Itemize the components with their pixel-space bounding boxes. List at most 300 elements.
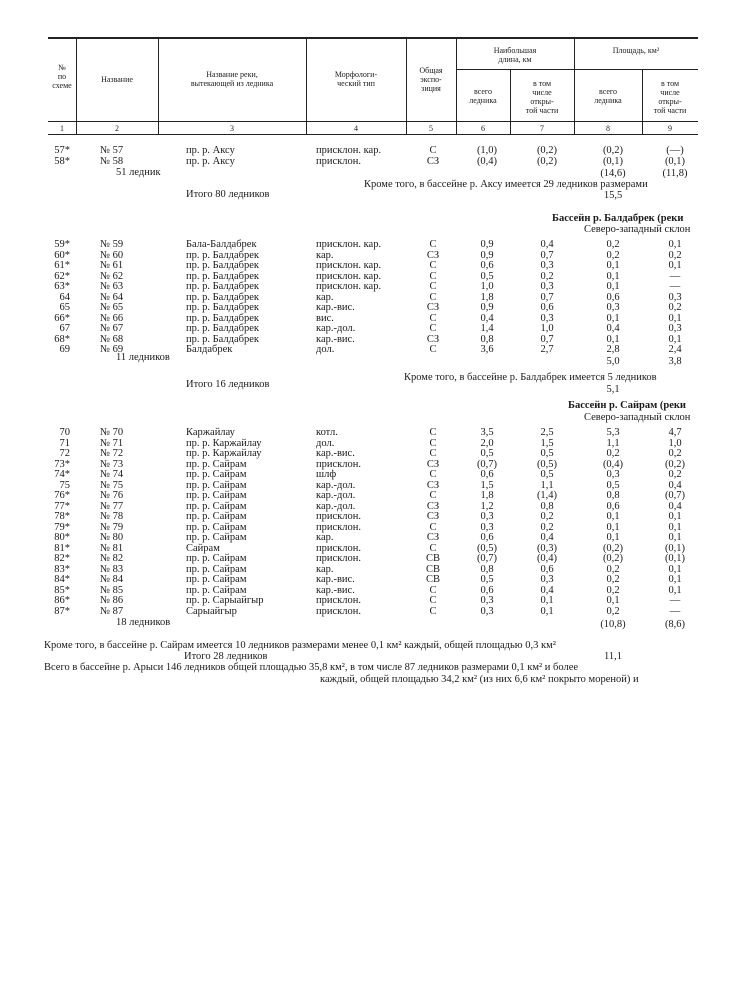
basin-note: Кроме того, в бассейне р. Аксу имеется 29 ледников размерами — [364, 179, 648, 190]
area-open: — — [669, 281, 681, 292]
glacier-name: № 80 — [100, 532, 124, 543]
morph-type: присклон. кар. — [316, 281, 382, 292]
length-total: 3,6 — [480, 344, 494, 355]
exposure: С — [429, 542, 437, 554]
area-total: 0,6 — [606, 500, 620, 512]
exposure: С — [429, 270, 437, 282]
length-open: (0,2) — [536, 155, 558, 167]
exposure: С — [429, 490, 437, 501]
glacier-name: № 77 — [100, 500, 124, 512]
area-open: 0,2 — [668, 448, 682, 459]
count-open-area: (8,6) — [664, 619, 686, 630]
length-open: 0,7 — [540, 291, 554, 303]
table-row — [0, 554, 745, 564]
table-row — [0, 502, 745, 512]
area-open: — — [669, 605, 681, 617]
scheme-number: 72 — [59, 448, 70, 459]
scheme-number: 80* — [54, 532, 70, 543]
scheme-number: 84* — [54, 574, 70, 585]
area-total: 0,1 — [606, 260, 620, 271]
col-number: 5 — [429, 124, 433, 133]
glacier-name: № 72 — [100, 448, 124, 459]
col-number: 8 — [606, 124, 610, 133]
morph-type: котл. — [316, 427, 338, 438]
length-open: 0,6 — [540, 302, 554, 313]
morph-type: кар. — [316, 532, 334, 543]
area-open: 0,1 — [668, 521, 682, 533]
glacier-name: № 67 — [100, 323, 124, 334]
col-divider — [76, 37, 77, 134]
length-total: 1,2 — [480, 500, 494, 512]
area-open: 1,0 — [668, 437, 682, 449]
river-name: пр. р. Балдабрек — [186, 323, 259, 334]
count-open-area: (11,8) — [662, 168, 688, 179]
col-number: 2 — [115, 124, 119, 133]
area-total: 2,8 — [606, 344, 620, 355]
river-name: пр. р. Аксу — [186, 155, 235, 167]
length-open: 0,3 — [540, 574, 554, 585]
morph-type: присклон. — [316, 155, 361, 167]
length-total: 0,5 — [480, 574, 494, 585]
table-row — [0, 565, 745, 575]
river-name: пр. р. Сайрам — [186, 532, 247, 543]
river-name: пр. р. Сайрам — [186, 500, 247, 512]
morph-type: присклон. — [316, 553, 361, 564]
river-name: пр. р. Сарыайгыр — [186, 595, 264, 606]
scheme-number: 79* — [54, 521, 70, 533]
area-total: (0,2) — [602, 553, 624, 564]
slope-subtitle: Северо-западный склон — [584, 412, 691, 423]
exposure: С — [429, 239, 437, 250]
length-open: 2,7 — [540, 344, 554, 355]
length-open: 0,7 — [540, 249, 554, 261]
exposure: СЗ — [426, 249, 440, 261]
morph-type: кар.-вис. — [316, 584, 355, 596]
table-row — [0, 335, 745, 345]
area-total: 0,2 — [606, 249, 620, 261]
river-name: пр. р. Балдабрек — [186, 260, 259, 271]
col-exposure-header: Общая экспо- зиция — [419, 66, 443, 93]
scheme-number: 71 — [59, 437, 70, 449]
glacier-name: № 76 — [100, 490, 124, 501]
morph-type: присклон. кар. — [316, 260, 382, 271]
area-open: 0,2 — [668, 302, 682, 313]
area-total: 0,3 — [606, 302, 620, 313]
length-open: 0,4 — [540, 532, 554, 543]
area-total: (0,4) — [602, 458, 624, 470]
exposure: СЗ — [426, 302, 440, 313]
glacier-name: № 64 — [100, 291, 124, 303]
length-total: 0,8 — [480, 333, 494, 345]
scheme-number: 69 — [59, 344, 70, 355]
river-name: пр. р. Балдабрек — [186, 249, 259, 261]
area-open: 0,4 — [668, 479, 682, 491]
glacier-name: № 74 — [100, 469, 124, 480]
table-row — [0, 240, 745, 250]
scheme-number: 61* — [54, 260, 70, 271]
length-total: (0,7) — [476, 553, 498, 564]
glacier-name: № 69 — [100, 344, 124, 355]
col-number: 4 — [354, 124, 358, 133]
morph-type: кар.-дол. — [316, 490, 356, 501]
length-total: 0,3 — [480, 511, 494, 522]
scheme-number: 59* — [54, 239, 70, 250]
col-number: 7 — [540, 124, 544, 133]
area-open: 0,3 — [668, 291, 682, 303]
col-name-header: Название — [101, 75, 133, 84]
length-total: 0,6 — [480, 532, 494, 543]
length-total: 2,0 — [480, 437, 494, 449]
length-total: 1,0 — [480, 281, 494, 292]
header-top-rule — [48, 37, 698, 39]
river-name: пр. р. Каржайлау — [186, 437, 262, 449]
table-row — [0, 345, 745, 355]
river-name: пр. р. Сайрам — [186, 521, 247, 533]
area-total: 0,1 — [606, 270, 620, 282]
length-open: 0,4 — [540, 584, 554, 596]
morph-type: кар. — [316, 563, 334, 575]
area-open: (0,1) — [664, 542, 686, 554]
length-open: (0,4) — [536, 553, 558, 564]
table-row — [0, 282, 745, 292]
table-row — [0, 251, 745, 261]
col-number: 9 — [668, 124, 672, 133]
morph-type: присклон. кар. — [316, 270, 382, 282]
glacier-name: № 57 — [100, 145, 124, 156]
length-open: 0,4 — [540, 239, 554, 250]
river-name: Каржайлау — [186, 427, 235, 438]
area-total: 0,3 — [606, 469, 620, 480]
area-open: 0,1 — [668, 333, 682, 345]
scheme-number: 78* — [54, 511, 70, 522]
table-row — [0, 157, 745, 167]
length-total: 0,3 — [480, 521, 494, 533]
area-total: 0,1 — [606, 521, 620, 533]
header-bottom-rule — [48, 134, 698, 135]
area-total: 0,1 — [606, 333, 620, 345]
area-open: 2,4 — [668, 344, 682, 355]
scheme-number: 58* — [54, 155, 70, 167]
exposure: С — [429, 312, 437, 324]
glacier-name: № 60 — [100, 249, 124, 261]
exposure: СВ — [425, 563, 440, 575]
area-total: 0,1 — [606, 312, 620, 324]
table-row — [0, 303, 745, 313]
length-open: 0,2 — [540, 521, 554, 533]
river-name: пр. р. Аксу — [186, 145, 235, 156]
morph-type: кар.-вис. — [316, 448, 355, 459]
glacier-name: № 68 — [100, 333, 124, 345]
basin-note: Кроме того, в бассейне р. Балдабрек имеется 5 ледников — [404, 372, 657, 383]
col-length-open-header: в том числе откры- той части — [525, 79, 559, 115]
morph-type: кар.-вис. — [316, 302, 355, 313]
length-open: 0,3 — [540, 312, 554, 324]
col-area-total-header: всего ледника — [594, 87, 622, 105]
area-open: (0,1) — [664, 155, 686, 167]
length-open: 0,5 — [540, 448, 554, 459]
count-area: (10,8) — [600, 619, 626, 630]
glacier-name: № 73 — [100, 458, 124, 470]
length-total: 0,5 — [480, 448, 494, 459]
area-total: 0,1 — [606, 595, 620, 606]
length-total: 0,4 — [480, 312, 494, 324]
table-row — [0, 146, 745, 156]
area-total: 0,2 — [606, 605, 620, 617]
scheme-number: 81* — [54, 542, 70, 554]
exposure: СЗ — [426, 511, 440, 522]
area-open: (0,2) — [664, 458, 686, 470]
table-row — [0, 544, 745, 554]
morph-type: дол. — [316, 437, 335, 449]
length-total: 0,6 — [480, 260, 494, 271]
length-open: 0,5 — [540, 469, 554, 480]
river-name: пр. р. Сайрам — [186, 574, 247, 585]
col-number: 3 — [230, 124, 234, 133]
area-open: — — [669, 595, 681, 606]
scheme-number: 87* — [54, 605, 70, 617]
exposure: С — [429, 584, 437, 596]
area-open: 0,1 — [668, 584, 682, 596]
morph-type: шлф — [316, 469, 337, 480]
glacier-name: № 79 — [100, 521, 124, 533]
morph-type: присклон. — [316, 521, 361, 533]
scheme-number: 66* — [54, 312, 70, 324]
glacier-name: № 65 — [100, 302, 124, 313]
length-total: 0,3 — [480, 605, 494, 617]
morph-type: кар.-дол. — [316, 323, 356, 334]
exposure: С — [429, 291, 437, 303]
total-label: Итого 16 ледников — [186, 379, 270, 390]
count-label: 51 ледник — [116, 167, 161, 178]
area-total: 0,2 — [606, 574, 620, 585]
glacier-name: № 71 — [100, 437, 124, 449]
table-row — [0, 293, 745, 303]
length-open: (0,2) — [536, 145, 558, 156]
glacier-name: № 61 — [100, 260, 124, 271]
table-row — [0, 607, 745, 617]
scheme-number: 60* — [54, 249, 70, 261]
area-total: 0,2 — [606, 239, 620, 250]
exposure: СЗ — [426, 479, 440, 491]
length-total: (0,5) — [476, 542, 498, 554]
area-total: 0,2 — [606, 448, 620, 459]
slope-subtitle: Северо-западный склон — [584, 224, 691, 235]
river-name: пр. р. Сайрам — [186, 490, 247, 501]
length-open: 0,6 — [540, 563, 554, 575]
morph-type: присклон. — [316, 595, 361, 606]
area-total: (0,2) — [602, 145, 624, 156]
scheme-number: 85* — [54, 584, 70, 596]
exposure: СЗ — [426, 500, 440, 512]
glacier-name: № 62 — [100, 270, 124, 282]
count-label: 18 ледников — [116, 617, 171, 628]
area-open: 0,1 — [668, 312, 682, 324]
scheme-number: 57* — [54, 145, 70, 156]
area-total: 0,1 — [606, 532, 620, 543]
exposure: С — [429, 145, 437, 156]
river-name: пр. р. Балдабрек — [186, 270, 259, 282]
scheme-number: 68* — [54, 333, 70, 345]
morph-type: присклон. кар. — [316, 145, 382, 156]
col-num-header: № по схеме — [52, 63, 72, 90]
area-open: (0,7) — [664, 490, 686, 501]
exposure: СЗ — [426, 532, 440, 543]
area-open: 0,4 — [668, 500, 682, 512]
header-mid-rule — [48, 121, 698, 122]
col-area-open-header: в том числе откры- той части — [653, 79, 687, 115]
glacier-name: № 78 — [100, 511, 124, 522]
length-total: 3,5 — [480, 427, 494, 438]
river-name: Сайрам — [186, 542, 220, 554]
exposure: С — [429, 437, 437, 449]
table-row — [0, 481, 745, 491]
river-name: пр. р. Сайрам — [186, 458, 247, 470]
length-total: (0,4) — [476, 155, 498, 167]
glacier-name: № 84 — [100, 574, 124, 585]
count-open-area: 3,8 — [668, 356, 682, 367]
scheme-number: 70 — [59, 427, 70, 438]
length-total: 1,8 — [480, 490, 494, 501]
area-open: 4,7 — [668, 427, 682, 438]
scheme-number: 73* — [54, 458, 70, 470]
scheme-number: 82* — [54, 553, 70, 564]
morph-type: кар.-вис. — [316, 574, 355, 585]
table-row — [0, 460, 745, 470]
river-name: пр. р. Сайрам — [186, 584, 247, 596]
total-label: Итого 80 ледников — [186, 189, 270, 200]
table-row — [0, 428, 745, 438]
count-area: 5,0 — [606, 356, 620, 367]
area-open: 0,1 — [668, 239, 682, 250]
length-open: 0,3 — [540, 281, 554, 292]
area-open: (0,1) — [664, 553, 686, 564]
area-open: 0,1 — [668, 532, 682, 543]
river-name: пр. р. Сайрам — [186, 511, 247, 522]
total-label: Итого 28 ледников — [184, 651, 268, 662]
area-total: 0,2 — [606, 563, 620, 575]
river-name: пр. р. Балдабрек — [186, 302, 259, 313]
river-name: Бала-Балдабрек — [186, 239, 257, 250]
scheme-number: 83* — [54, 563, 70, 575]
river-name: пр. р. Сайрам — [186, 553, 247, 564]
area-total: 0,6 — [606, 291, 620, 303]
length-open: (0,5) — [536, 458, 558, 470]
length-total: 0,9 — [480, 249, 494, 261]
river-name: пр. р. Сайрам — [186, 469, 247, 480]
table-row — [0, 314, 745, 324]
exposure: СВ — [425, 553, 440, 564]
glacier-name: № 58 — [100, 155, 124, 167]
area-total: 0,2 — [606, 584, 620, 596]
exposure: С — [429, 281, 437, 292]
scheme-number: 64 — [59, 291, 70, 303]
table-row — [0, 575, 745, 585]
glacier-name: № 81 — [100, 542, 124, 554]
scheme-number: 76* — [54, 490, 70, 501]
length-total: 1,5 — [480, 479, 494, 491]
exposure: С — [429, 521, 437, 533]
length-total: 0,9 — [480, 302, 494, 313]
glacier-name: № 75 — [100, 479, 124, 491]
glacier-name: № 66 — [100, 312, 124, 324]
table-row — [0, 439, 745, 449]
area-open: 0,2 — [668, 469, 682, 480]
scheme-number: 74* — [54, 469, 70, 480]
length-open: 0,8 — [540, 500, 554, 512]
area-total: (0,1) — [602, 155, 624, 167]
length-total: 1,4 — [480, 323, 494, 334]
morph-type: присклон. кар. — [316, 239, 382, 250]
table-row — [0, 596, 745, 606]
col-length-total-header: всего ледника — [469, 87, 497, 105]
table-header — [48, 37, 698, 135]
exposure: С — [429, 448, 437, 459]
glacier-name: № 86 — [100, 595, 124, 606]
basin-note-value: 15,5 — [603, 190, 623, 201]
area-group-header: Площадь, км² — [612, 46, 660, 55]
group-rule — [456, 69, 574, 70]
exposure: С — [429, 605, 437, 617]
count-area: (14,6) — [600, 168, 626, 179]
basin-note: Кроме того, в бассейне р. Сайрам имеется 10 ледников размерами менее 0,1 км² каждый, общей площадью 0,3 км² — [44, 640, 556, 651]
length-open: 0,7 — [540, 333, 554, 345]
exposure: С — [429, 469, 437, 480]
exposure: С — [429, 323, 437, 334]
morph-type: кар.-дол. — [316, 479, 356, 491]
summary-line-1: Всего в бассейне р. Арыси 146 ледников общей площадью 35,8 км², в том числе 87 ледников размерами 0,1 км² и более — [44, 662, 579, 673]
scheme-number: 86* — [54, 595, 70, 606]
length-open: (0,3) — [536, 542, 558, 554]
morph-type: кар.-дол. — [316, 500, 356, 512]
basin-title: Бассейн р. Балдабрек (реки — [552, 213, 684, 224]
basin-title: Бассейн р. Сайрам (реки — [568, 400, 686, 411]
exposure: С — [429, 260, 437, 271]
table-row — [0, 491, 745, 501]
table-row — [0, 261, 745, 271]
area-total: 5,3 — [606, 427, 620, 438]
area-open: 0,3 — [668, 323, 682, 334]
length-open: 1,0 — [540, 323, 554, 334]
basin-note-value: 11,1 — [604, 651, 622, 662]
area-open: — — [669, 270, 681, 282]
glacier-name: № 63 — [100, 281, 124, 292]
length-open: 1,5 — [540, 437, 554, 449]
river-name: Балдабрек — [186, 344, 233, 355]
exposure: СЗ — [426, 333, 440, 345]
exposure: С — [429, 427, 437, 438]
morph-type: кар. — [316, 291, 334, 303]
area-open: 0,1 — [668, 260, 682, 271]
length-open: 0,3 — [540, 260, 554, 271]
glacier-name: № 87 — [100, 605, 124, 617]
morph-type: вис. — [316, 312, 334, 324]
length-total: (0,7) — [476, 458, 498, 470]
morph-type: присклон. — [316, 542, 361, 554]
morph-type: присклон. — [316, 458, 361, 470]
area-total: 0,5 — [606, 479, 620, 491]
river-name: пр. р. Балдабрек — [186, 281, 259, 292]
river-name: пр. р. Балдабрек — [186, 312, 259, 324]
glacier-name: № 59 — [100, 239, 124, 250]
table-row — [0, 523, 745, 533]
length-open: 1,1 — [540, 479, 554, 491]
exposure: СЗ — [426, 155, 440, 167]
area-open: 0,2 — [668, 249, 682, 261]
scheme-number: 62* — [54, 270, 70, 282]
area-total: 1,1 — [606, 437, 620, 449]
length-total: 0,6 — [480, 469, 494, 480]
area-open: (—) — [666, 145, 684, 156]
